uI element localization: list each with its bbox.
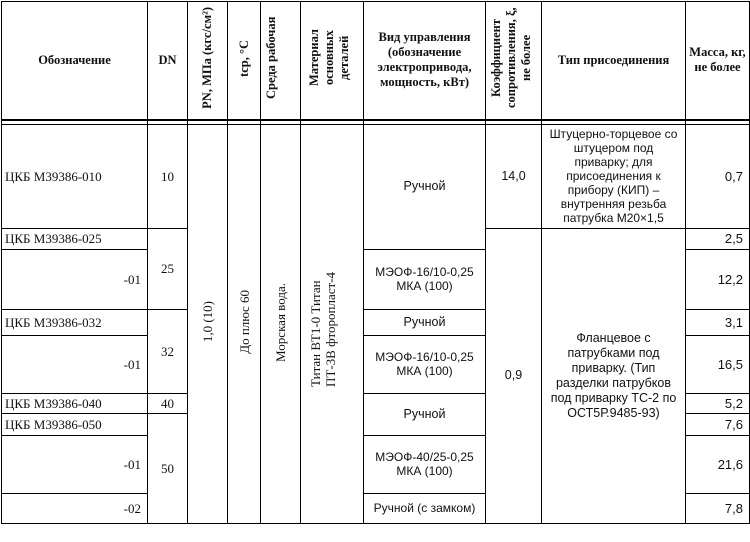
material-merged-cell — [301, 124, 364, 523]
header-medium — [261, 2, 301, 120]
designation-cell: ЦКБ М39386-010 — [2, 124, 148, 228]
control-cell: Ручной — [364, 309, 486, 335]
designation-cell: -01 — [2, 435, 148, 493]
header-pn — [188, 2, 228, 120]
medium-merged-cell — [261, 124, 301, 523]
header-pn-text: PN, МПа (кгс/см²) — [200, 7, 214, 110]
dn-cell: 32 — [148, 309, 188, 393]
coef-cell: 14,0 — [486, 124, 542, 228]
header-designation: Обозначение — [2, 2, 148, 120]
mass-cell: 3,1 — [686, 309, 750, 335]
table-row — [2, 124, 750, 228]
control-cell: МЭОФ-16/10-0,25 МКА (100) — [364, 249, 486, 309]
designation-cell: -02 — [2, 493, 148, 523]
material-merged-text: Титан ВТ1-0 Титан ПТ-3В фторопласт-4 — [308, 271, 338, 387]
mass-cell: 7,8 — [686, 493, 750, 523]
dn-cell: 50 — [148, 413, 188, 523]
control-cell: Ручной — [364, 393, 486, 435]
control-cell: Ручной (с замком) — [364, 493, 486, 523]
mass-cell: 21,6 — [686, 435, 750, 493]
header-dn: DN — [148, 2, 188, 120]
header-mass: Масса, кг, не более — [686, 2, 750, 120]
designation-cell: ЦКБ М39386-032 — [2, 309, 148, 335]
header-temp-text: tср, °С — [236, 39, 251, 77]
designation-cell: ЦКБ М39386-025 — [2, 228, 148, 249]
pn-merged-cell — [188, 124, 228, 523]
header-row — [2, 2, 750, 120]
mass-cell: 0,7 — [686, 124, 750, 228]
dn-cell: 10 — [148, 124, 188, 228]
dn-cell: 40 — [148, 393, 188, 413]
valve-specification-table — [1, 1, 750, 524]
header-medium-text: Среда рабочая — [264, 17, 278, 100]
connection-rest-cell: Фланцевое с патрубками под приварку. (Тип разделки патрубков под приварку ТС-2 по ОСТ5Р.9485-93) — [542, 228, 686, 523]
temp-merged-text: До плюс 60 — [236, 290, 252, 354]
mass-cell: 7,6 — [686, 413, 750, 435]
header-coef-text: Коэффициент сопротивления, ξ, не более — [489, 7, 533, 109]
medium-merged-text: Морская вода. — [273, 282, 288, 362]
designation-cell: -01 — [2, 335, 148, 393]
control-cell: МЭОФ-16/10-0,25 МКА (100) — [364, 335, 486, 393]
control-cell: МЭОФ-40/25-0,25 МКА (100) — [364, 435, 486, 493]
mass-cell: 16,5 — [686, 335, 750, 393]
header-control: Вид управления (обозначение электропривода, мощность, кВт) — [364, 2, 486, 120]
designation-cell: ЦКБ М39386-040 — [2, 393, 148, 413]
coef-merged-cell: 0,9 — [486, 228, 542, 523]
header-temp — [228, 2, 261, 120]
dn-cell: 25 — [148, 228, 188, 309]
control-cell: Ручной — [364, 124, 486, 249]
header-connection: Тип присоединения — [542, 2, 686, 120]
header-material — [301, 2, 364, 120]
connection-first-cell: Штуцерно-торцевое со штуцером под приварку; для присоединения к прибору (КИП) – внутренняя резьба патрубка М20×1,5 — [542, 124, 686, 228]
mass-cell: 12,2 — [686, 249, 750, 309]
header-material-text: Материал основных деталей — [307, 29, 351, 87]
mass-cell: 2,5 — [686, 228, 750, 249]
mass-cell: 5,2 — [686, 393, 750, 413]
temp-merged-cell — [228, 124, 261, 523]
designation-cell: ЦКБ М39386-050 — [2, 413, 148, 435]
designation-cell: -01 — [2, 249, 148, 309]
header-coef — [486, 2, 542, 120]
pn-merged-text: 1,0 (10) — [200, 301, 215, 343]
